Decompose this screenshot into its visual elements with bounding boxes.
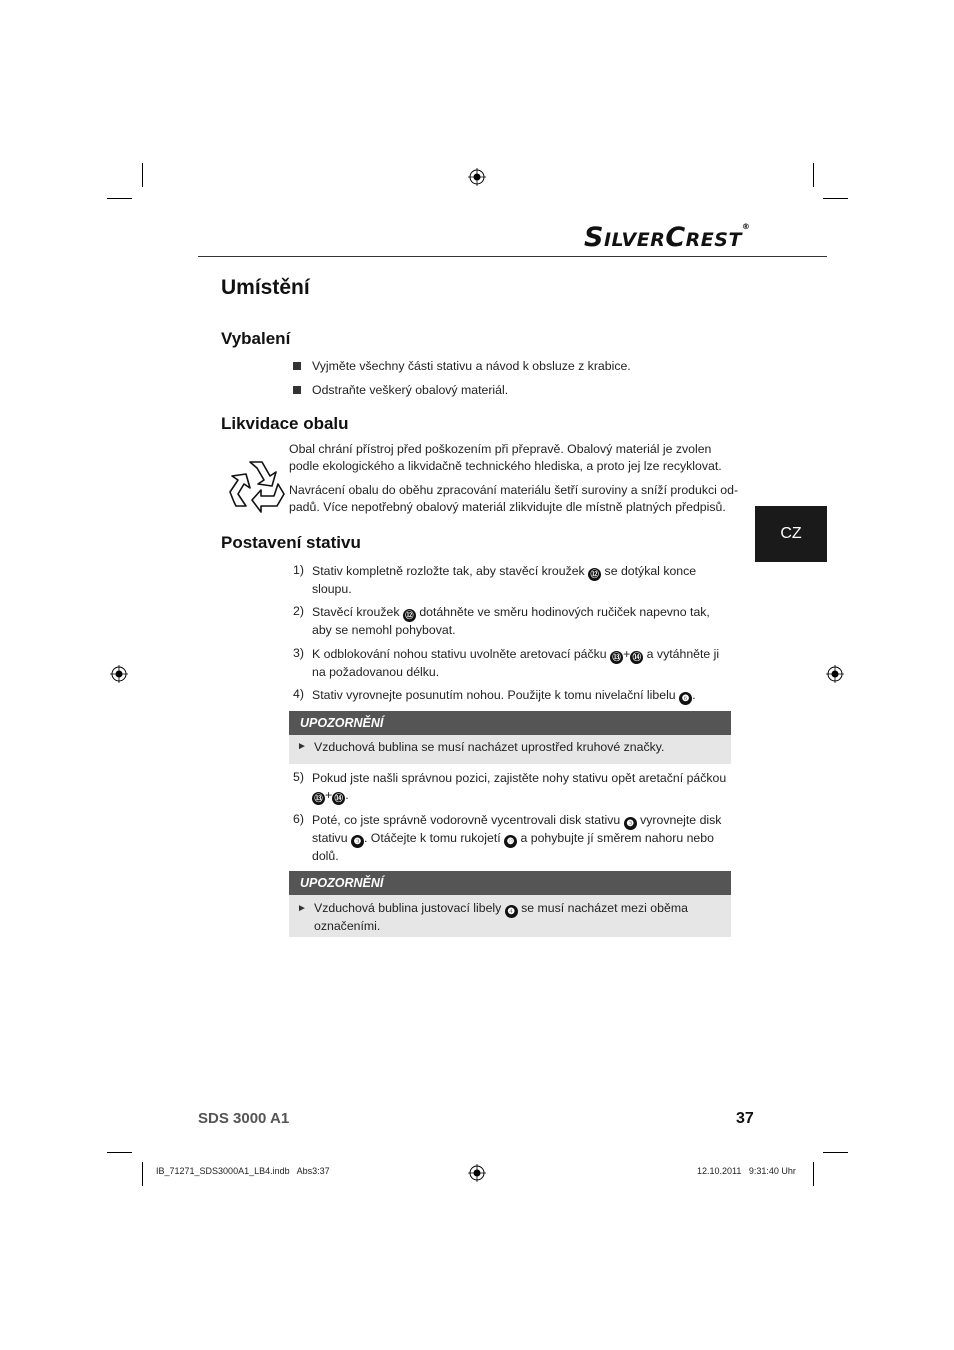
part-reference-icon: ❻ <box>679 692 692 705</box>
note-text: Vzduchová bublina se musí nacházet uprostřed kruhové značky. <box>314 740 665 754</box>
crop-mark <box>107 198 132 199</box>
note-header: UPOZORNĚNÍ <box>289 711 731 735</box>
crop-mark <box>142 163 143 187</box>
part-reference-icon: ⑫ <box>588 568 601 581</box>
step-number: 1) <box>293 563 304 577</box>
step-text-part: Pokud jste našli správnou pozici, zajistěte nohy stativu opět aretační páčkou <box>312 771 727 785</box>
part-reference-icon: ⑬ <box>610 651 623 664</box>
footer-model: SDS 3000 A1 <box>198 1110 290 1127</box>
note-body <box>289 895 731 937</box>
note-text-part: Vzduchová bublina justovací libely <box>314 901 505 915</box>
registration-mark-icon <box>826 665 844 683</box>
print-slug-right: 12.10.2011 9:31:40 Uhr <box>697 1166 796 1176</box>
step-text-part: Poté, co jste správně vodorovně vycentrovali disk stativu <box>312 813 624 827</box>
crop-mark <box>107 1152 132 1153</box>
note-header: UPOZORNĚNÍ <box>289 871 731 895</box>
step-text-part: dotáhněte ve směru hodinových ručiček napevno tak, aby se nemohl pohybovat. <box>312 605 710 637</box>
plus-sign: + <box>325 788 333 802</box>
list-item: Odstraňte veškerý obalový materiál. <box>312 383 509 397</box>
disposal-text: Obal chrání přístroj před poškozením při přepravě. Obalový materiál je zvolen <box>289 442 712 456</box>
crop-mark <box>813 163 814 187</box>
step-text <box>312 812 732 865</box>
part-reference-icon: ❸ <box>351 835 364 848</box>
crop-mark <box>823 198 848 199</box>
crop-mark <box>142 1162 143 1186</box>
step-text-part: K odblokování nohou stativu uvolněte aretovací páčku <box>312 647 611 661</box>
part-reference-icon: ❹ <box>505 905 518 918</box>
step-text-part: Stativ vyrovnejte posunutím nohou. Použijte k tomu nivelační libelu <box>312 688 680 702</box>
crop-mark <box>823 1152 848 1153</box>
step-text-part: Stativ kompletně rozložte tak, aby stavěcí kroužek <box>312 564 589 578</box>
part-reference-icon: ❿ <box>504 835 517 848</box>
arrow-right-icon: ► <box>297 903 307 914</box>
brand-letters: REST <box>685 229 742 251</box>
plus-sign: + <box>623 647 631 661</box>
step-text-part: Stavěcí kroužek <box>312 605 403 619</box>
note-text <box>314 900 714 935</box>
brand-letter: S <box>584 222 604 253</box>
note-text-part: se musí nacházet mezi oběma označeními. <box>314 901 688 933</box>
step-text <box>312 687 732 705</box>
step-number: 6) <box>293 812 304 826</box>
part-reference-icon: ❸ <box>624 817 637 830</box>
section-heading-disposal: Likvidace obalu <box>221 414 349 433</box>
step-number: 3) <box>293 646 304 660</box>
step-text-part: a vytáhněte ji na požadovanou délku. <box>312 647 720 679</box>
page-title: Umístění <box>221 276 310 299</box>
crop-mark <box>813 1162 814 1186</box>
recycle-icon <box>226 458 286 514</box>
registration-mark-icon <box>468 168 486 186</box>
step-text-part: . <box>692 688 696 702</box>
section-heading-setup: Postavení stativu <box>221 533 361 552</box>
step-text <box>312 563 732 598</box>
step-text-part: . Otáčejte k tomu rukojetí <box>363 831 505 845</box>
step-number: 4) <box>293 687 304 701</box>
header-rule <box>198 256 827 257</box>
step-number: 5) <box>293 770 304 784</box>
brand-letter: C <box>665 222 686 253</box>
print-slug-left: IB_71271_SDS3000A1_LB4.indb Abs3:37 <box>156 1166 330 1176</box>
list-item: Vyjměte všechny části stativu a návod k obsluze z krabice. <box>312 359 631 373</box>
step-number: 2) <box>293 604 304 618</box>
step-text <box>312 770 732 805</box>
registered-mark: ® <box>741 222 751 231</box>
page-number: 37 <box>736 1110 754 1127</box>
disposal-text: podle ekologického a likvidačně technického hlediska, a proto jej lze recyklovat. <box>289 459 722 473</box>
registration-mark-icon <box>110 665 128 683</box>
part-reference-icon: ⑫ <box>403 609 416 622</box>
section-heading-unpacking: Vybalení <box>221 329 291 348</box>
bullet-icon <box>293 362 301 370</box>
brand-logo <box>584 222 750 253</box>
part-reference-icon: ⑬ <box>312 792 325 805</box>
disposal-text: Navrácení obalu do oběhu zpracování materiálu šetří suroviny a sníží produkci od- <box>289 483 739 497</box>
arrow-right-icon: ► <box>297 741 307 752</box>
registration-mark-icon <box>468 1164 486 1182</box>
step-text-part: se dotýkal konce sloupu. <box>312 564 697 596</box>
disposal-text: padů. Více nepotřebný obalový materiál zlikvidujte dle místně platných předpisů. <box>289 500 726 514</box>
step-text-part: . <box>345 788 349 802</box>
language-tab: CZ <box>755 506 827 562</box>
part-reference-icon: ⑭ <box>630 651 643 664</box>
part-reference-icon: ⑭ <box>332 792 345 805</box>
step-text <box>312 646 732 681</box>
step-text-part: vyrovnejte disk stativu <box>312 813 722 845</box>
note-body <box>289 735 731 764</box>
brand-letters: ILVER <box>603 229 666 251</box>
bullet-icon <box>293 386 301 394</box>
step-text <box>312 604 732 639</box>
step-text-part: a pohybujte jí směrem nahoru nebo dolů. <box>312 831 714 863</box>
